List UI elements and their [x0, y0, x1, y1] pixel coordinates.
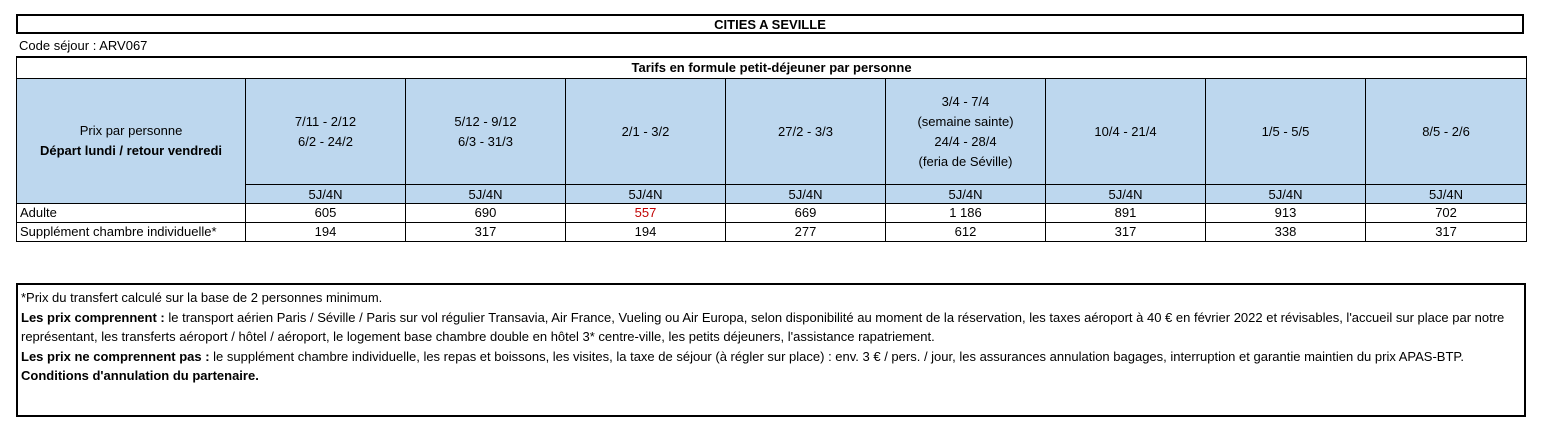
row-label-adult: Adulte	[17, 204, 246, 223]
stay-code: Code séjour : ARV067	[19, 38, 148, 53]
table-row	[17, 223, 1527, 242]
table-caption: Tarifs en formule petit-déjeuner par personne	[17, 57, 1527, 79]
period-header: 2/1 - 3/2	[566, 79, 726, 185]
header-departure-label: Départ lundi / retour vendredi	[39, 143, 223, 158]
included-label: Les prix comprennent :	[21, 309, 165, 325]
duration-cell: 5J/4N	[1366, 185, 1527, 204]
cancellation-note: Conditions d'annulation du partenaire.	[21, 368, 259, 383]
period-header: 1/5 - 5/5	[1206, 79, 1366, 185]
excluded-note	[21, 347, 1521, 367]
price-cell: 194	[566, 223, 726, 242]
price-cell: 194	[246, 223, 406, 242]
notes-box	[16, 283, 1526, 417]
duration-cell: 5J/4N	[246, 185, 406, 204]
period-header: 8/5 - 2/6	[1366, 79, 1527, 185]
row-label-single-supplement: Supplément chambre individuelle*	[17, 223, 246, 242]
price-cell: 913	[1206, 204, 1366, 223]
period-header: 7/11 - 2/12 6/2 - 24/2	[246, 79, 406, 185]
header-left	[17, 79, 246, 204]
duration-cell: 5J/4N	[406, 185, 566, 204]
period-header: 27/2 - 3/3	[726, 79, 886, 185]
transfer-note: *Prix du transfert calculé sur la base de 2 personnes minimum.	[21, 290, 383, 305]
header-price-label: Prix par personne	[79, 123, 183, 138]
included-text: le transport aérien Paris / Séville / Paris sur vol régulier Transavia, Air France, Vueling ou Air Europa, selon disponibilité au moment de la réservation, les taxes aéroport à 40 € en février 2022 et révisables, l'accueil sur place par notre représentant, les transferts aéroport / hôtel / aéroport, le logement base chambre double en hôtel 3* centre-ville, les petits déjeuners, l'assistance rapatriement.	[21, 309, 1505, 344]
price-cell: 277	[726, 223, 886, 242]
price-cell: 1 186	[886, 204, 1046, 223]
duration-cell: 5J/4N	[566, 185, 726, 204]
price-cell: 612	[886, 223, 1046, 242]
price-cell: 669	[726, 204, 886, 223]
period-header: 3/4 - 7/4 (semaine sainte) 24/4 - 28/4 (feria de Séville)	[886, 79, 1046, 185]
price-cell: 891	[1046, 204, 1206, 223]
price-cell: 690	[406, 204, 566, 223]
duration-cell: 5J/4N	[726, 185, 886, 204]
price-cell: 338	[1206, 223, 1366, 242]
price-cell: 702	[1366, 204, 1527, 223]
price-cell-highlight: 557	[566, 204, 726, 223]
page-title: CITIES A SEVILLE	[16, 14, 1524, 34]
duration-cell: 5J/4N	[1206, 185, 1366, 204]
price-cell: 317	[406, 223, 566, 242]
included-note	[21, 308, 1521, 347]
period-header: 5/12 - 9/12 6/3 - 31/3	[406, 79, 566, 185]
duration-cell: 5J/4N	[1046, 185, 1206, 204]
price-table	[16, 56, 1527, 242]
excluded-text: le supplément chambre individuelle, les repas et boissons, les visites, la taxe de séjour (à régler sur place) : env. 3 € / pers. / jour, les assurances annulation bagages, interruption et garantie maintien du prix APAS-BTP.	[209, 348, 1465, 364]
price-cell: 317	[1366, 223, 1527, 242]
period-header: 10/4 - 21/4	[1046, 79, 1206, 185]
excluded-label: Les prix ne comprennent pas :	[21, 348, 210, 364]
price-cell: 317	[1046, 223, 1206, 242]
duration-cell: 5J/4N	[886, 185, 1046, 204]
price-cell: 605	[246, 204, 406, 223]
table-row	[17, 204, 1527, 223]
